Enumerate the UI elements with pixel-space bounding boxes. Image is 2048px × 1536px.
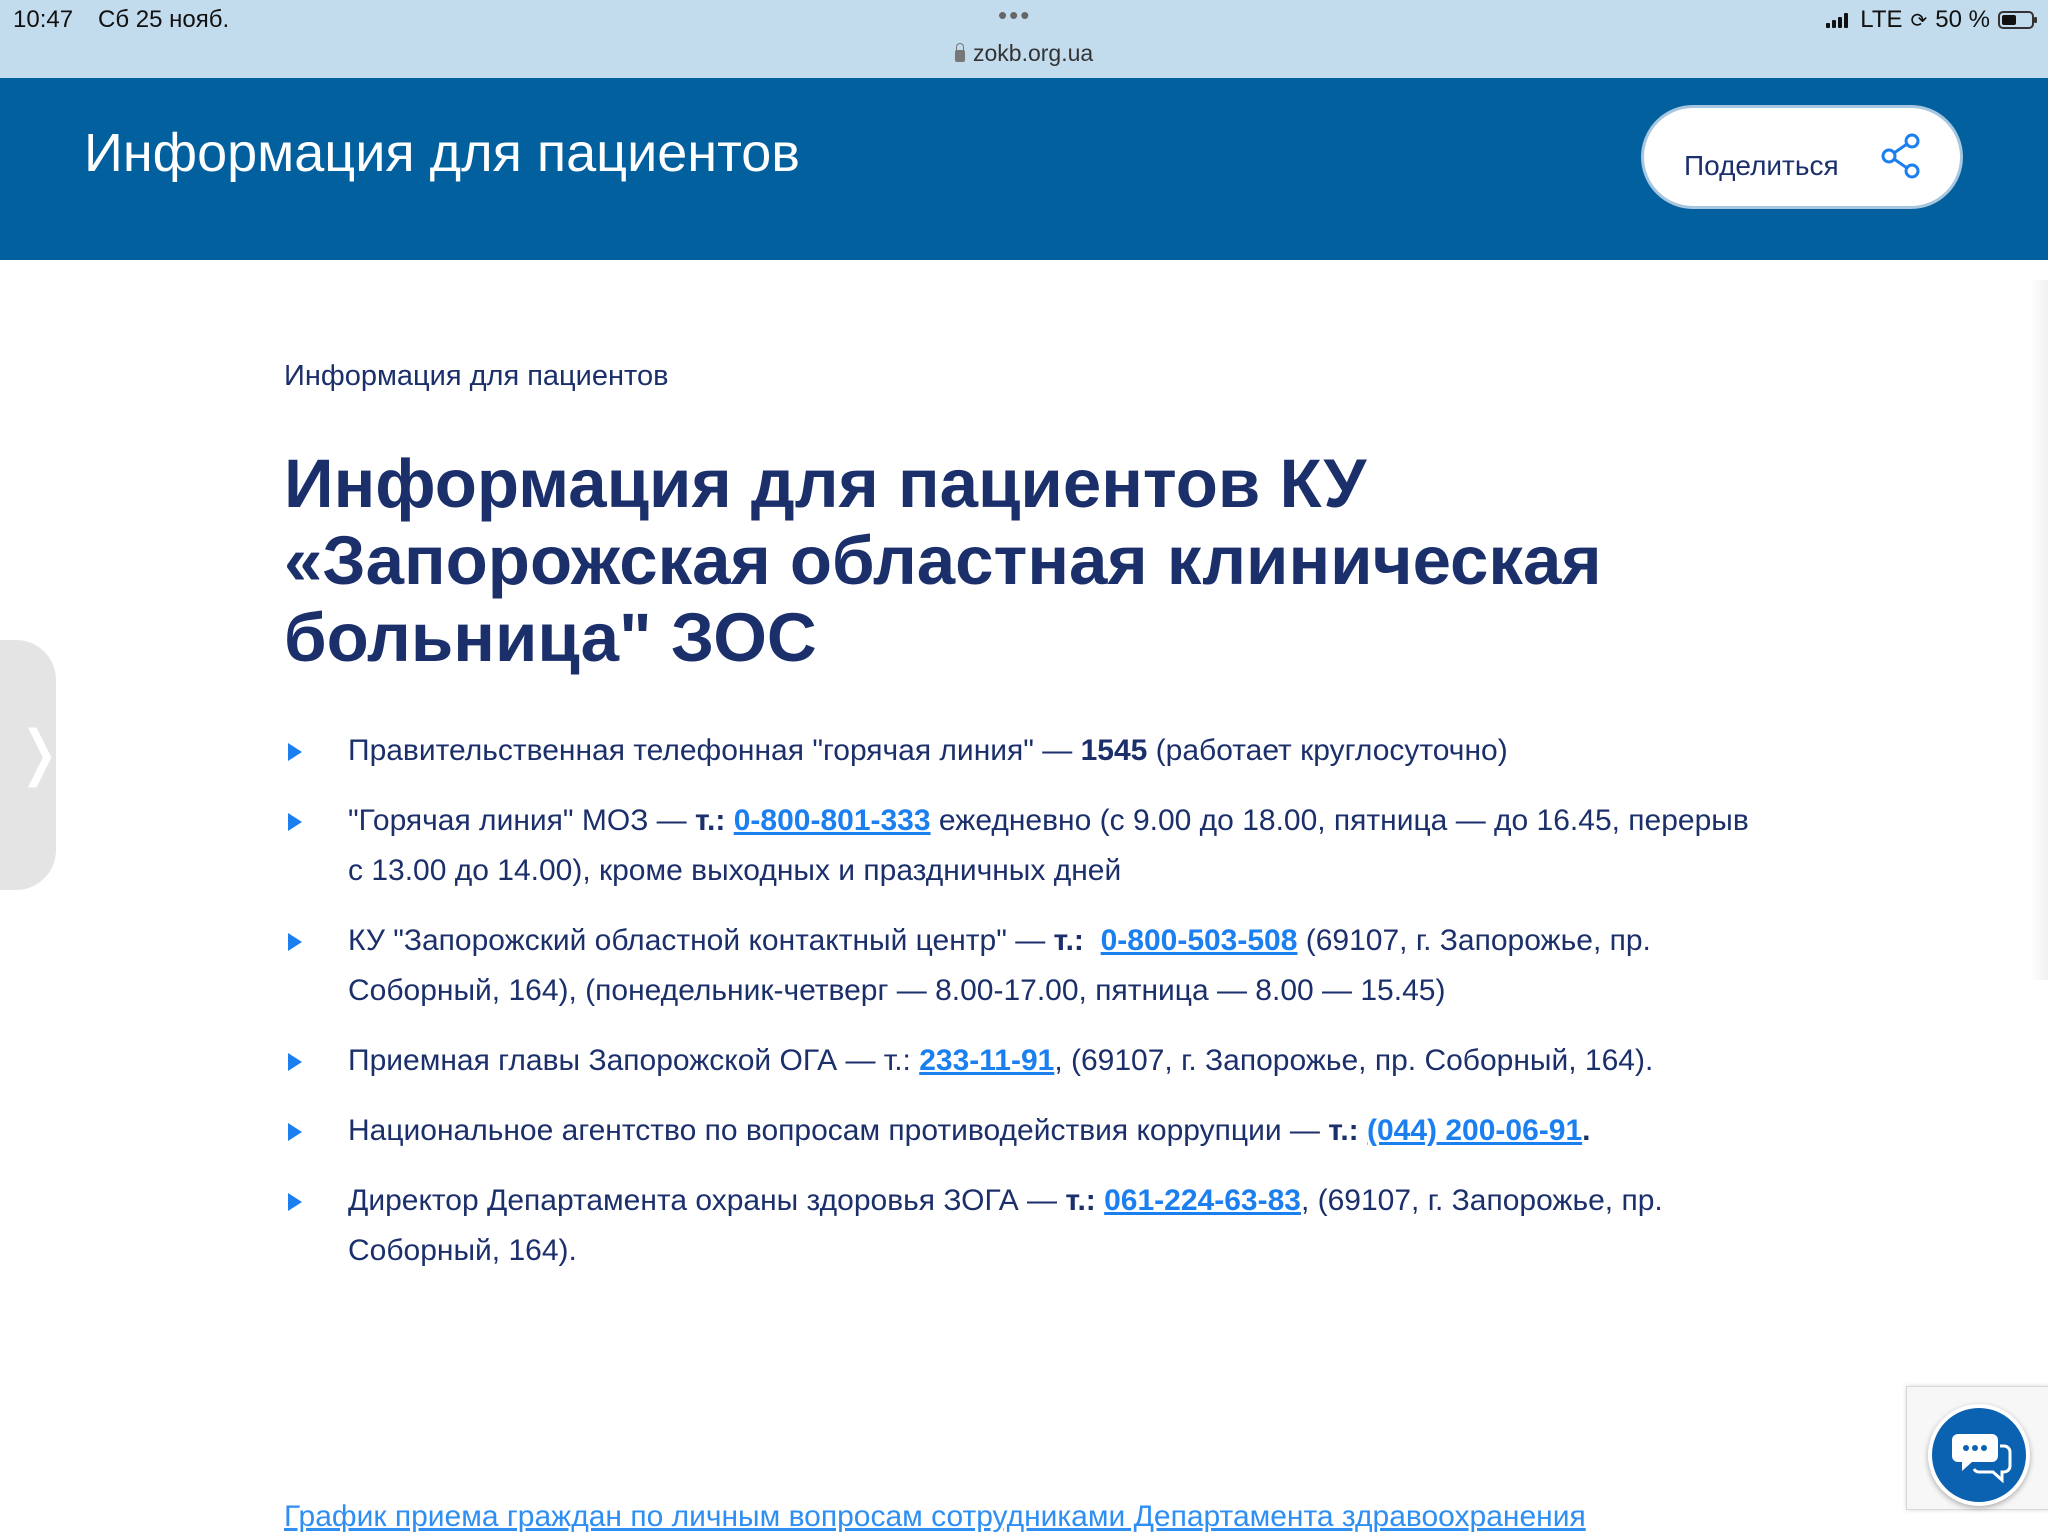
phone-link[interactable]: (044) 200-06-91 — [1367, 1114, 1583, 1147]
item-text: ежедневно (с 9.00 до 18.00, пятница — до 16.45, перерыв с 13.00 до 14.00), кроме выходных и праздничных дней — [348, 804, 1749, 887]
list-item — [284, 796, 1764, 896]
share-icon — [1880, 132, 1924, 180]
phone-link[interactable]: 0-800-801-333 — [733, 804, 931, 837]
list-item — [284, 1036, 1764, 1086]
phone-link[interactable]: 061-224-63-83 — [1104, 1184, 1301, 1217]
address-url: zokb.org.ua — [973, 40, 1094, 66]
item-text: КУ "Запорожский областной контактный центр" — — [348, 924, 1054, 957]
lock-rotation-icon: ⟳ — [1910, 8, 1928, 32]
chat-icon — [1950, 1428, 2012, 1486]
phone-label: т.: — [695, 804, 726, 837]
list-item — [284, 1176, 1764, 1276]
bullet-icon — [288, 1053, 302, 1071]
item-text: , (69107, г. Запорожье, пр. Соборный, 164). — [1054, 1044, 1654, 1077]
bullet-icon — [288, 933, 302, 951]
signal-icon — [1826, 12, 1848, 28]
chat-button[interactable] — [1928, 1404, 2030, 1506]
status-time: 10:47 — [13, 6, 74, 33]
item-text: (работает круглосуточно) — [1147, 734, 1508, 767]
bullet-icon — [288, 1123, 302, 1141]
phone-label: т.: — [1065, 1184, 1096, 1217]
list-item — [284, 726, 1764, 776]
list-item — [284, 1106, 1764, 1156]
item-text: . — [1582, 1114, 1591, 1147]
item-text: Национальное агентство по вопросам противодействия коррупции — — [348, 1114, 1329, 1147]
schedule-link[interactable]: График приема граждан по личным вопросам сотрудниками Департамента здравоохранения — [284, 1500, 1586, 1533]
status-indicators — [1826, 6, 2034, 34]
share-button[interactable] — [1641, 105, 1963, 209]
bullet-icon — [288, 743, 302, 761]
bullet-icon — [288, 813, 302, 831]
header-title: Информация для пациентов — [84, 123, 800, 183]
status-bar — [0, 0, 2048, 78]
more-dots-icon[interactable]: ••• — [998, 0, 1032, 30]
status-date: Сб 25 нояб. — [98, 6, 230, 33]
address-bar[interactable] — [955, 40, 1093, 67]
item-text: Директор Департамента охраны здоровья ЗОГА — — [348, 1184, 1066, 1217]
lock-icon — [955, 50, 965, 62]
side-panel-handle[interactable] — [0, 640, 65, 890]
item-text: Правительственная телефонная "горячая линия" — — [348, 734, 1081, 767]
phone-link[interactable]: 0-800-503-508 — [1100, 924, 1298, 957]
site-header — [0, 78, 2048, 260]
scroll-edge — [2030, 280, 2048, 980]
phone-label: т.: — [1053, 924, 1084, 957]
chevron-right-icon: ❭ — [14, 718, 65, 788]
phone-label: т.: — [1328, 1114, 1359, 1147]
item-text: Приемная главы Запорожской ОГА — т.: — [348, 1044, 920, 1077]
phone-link[interactable]: 233-11-91 — [919, 1044, 1055, 1077]
battery-label: 50 % — [1935, 6, 1990, 33]
list-item — [284, 916, 1764, 1016]
page-title: Информация для пациентов КУ «Запорожская областная клиническая больница" ЗОС — [284, 445, 1602, 676]
breadcrumb[interactable]: Информация для пациентов — [284, 360, 669, 392]
bullet-icon — [288, 1193, 302, 1211]
network-label: LTE — [1860, 6, 1903, 33]
contact-list — [284, 726, 1764, 1276]
item-text: , (69107, г. Запорожье, пр. Соборный, 164). — [348, 1184, 1663, 1267]
hotline-number: 1545 — [1080, 734, 1148, 767]
battery-icon — [1998, 11, 2034, 29]
item-text: (69107, г. Запорожье, пр. Соборный, 164), (понедельник-четверг — 8.00-17.00, пятница — 8.00 — 15.45) — [348, 924, 1651, 1007]
share-label: Поделиться — [1684, 150, 1839, 181]
item-text: "Горячая линия" МОЗ — — [348, 804, 695, 837]
